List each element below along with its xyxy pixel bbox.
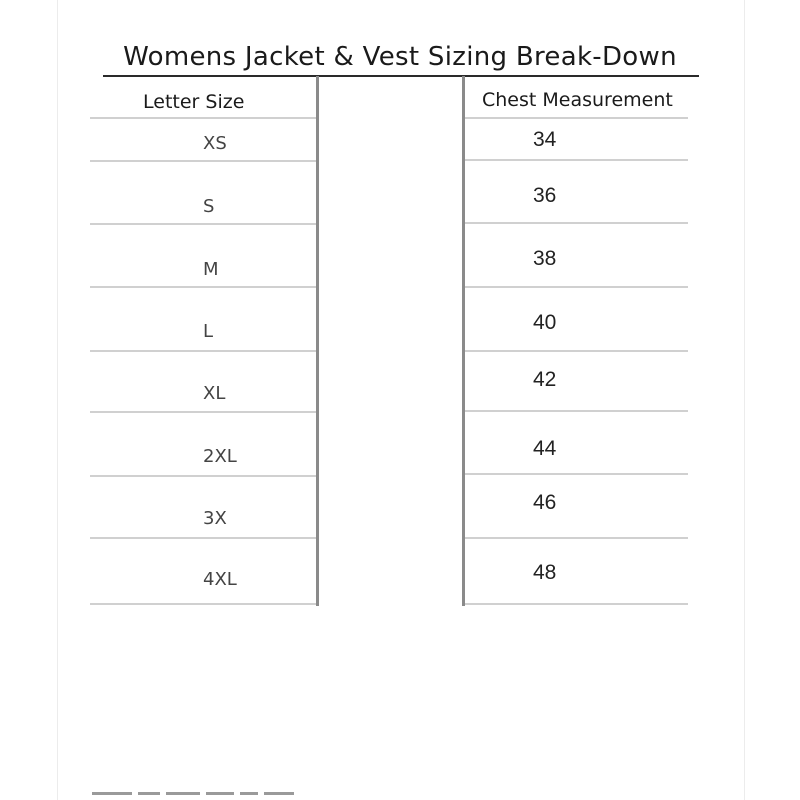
row-divider [465,410,688,412]
cropped-footer-text [92,792,342,800]
column-divider-right [462,76,465,606]
row-divider [90,223,316,225]
size-cell-xs: XS [203,133,227,154]
row-divider [465,350,688,352]
header-chest-measurement: Chest Measurement [482,89,673,111]
row-divider [90,160,316,162]
size-cell-4xl: 4XL [203,569,237,590]
row-divider [90,475,316,477]
chest-cell-xs: 34 [533,128,557,151]
row-divider [90,537,316,539]
size-cell-xl: XL [203,383,226,404]
chest-cell-xl: 42 [533,368,557,391]
chest-cell-l: 40 [533,311,557,334]
title-underline [103,75,699,77]
row-divider [465,603,688,605]
chest-cell-m: 38 [533,247,557,270]
chest-cell-4xl: 48 [533,561,557,584]
page-title: Womens Jacket & Vest Sizing Break-Down [123,42,677,72]
chest-cell-3x: 46 [533,491,557,514]
chest-cell-2xl: 44 [533,437,557,460]
chest-cell-s: 36 [533,184,557,207]
column-divider-left [316,76,319,606]
row-divider [465,222,688,224]
row-divider [90,411,316,413]
size-cell-2xl: 2XL [203,446,237,467]
size-cell-3x: 3X [203,508,227,529]
row-divider [465,286,688,288]
size-cell-l: L [203,321,214,342]
size-cell-m: M [203,259,219,280]
row-divider [465,117,688,119]
header-letter-size: Letter Size [143,91,245,113]
row-divider [90,350,316,352]
row-divider [90,286,316,288]
row-divider [465,537,688,539]
document-sheet [57,0,745,800]
row-divider [90,603,316,605]
row-divider [90,117,316,119]
row-divider [465,473,688,475]
row-divider [465,159,688,161]
size-cell-s: S [203,196,215,217]
